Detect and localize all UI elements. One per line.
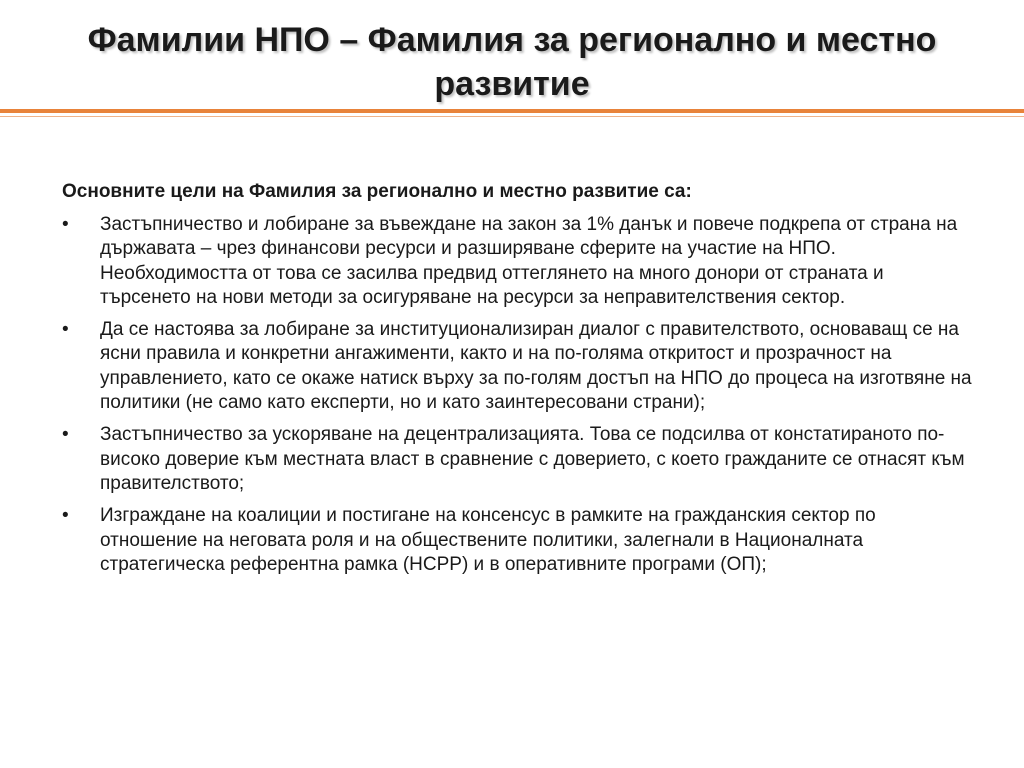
list-item-text: Да се настоява за лобиране за институционализиран диалог с правителството, основаващ се на ясни правила и конкретни ангажименти, както и на по-голяма откритост и прозрачност на управлението, като се окаже натиск върху за по-голям достъп на НПО до процеса на изготвяне на политики (не само като експерти, но и като заинтересовани страни); [100, 319, 972, 414]
goals-list [62, 213, 972, 577]
list-item-text: Изграждане на коалиции и постигане на консенсус в рамките на гражданския сектор по отношение на неговата роля и на обществените политики, залегнали в Националната стратегическа референтна рамка (НСРР) и в оперативните програми (ОП); [100, 505, 876, 575]
list-item [62, 504, 972, 577]
title-divider-thick [0, 109, 1024, 113]
title-divider-thin [0, 116, 1024, 117]
bullet-icon: • [62, 214, 69, 235]
list-item-text: Застъпничество и лобиране за въвеждане на закон за 1% данък и повече подкрепа от страна на държавата – чрез финансови ресурси и разширяване сферите на участие на НПО. Необходимостта от това се засилва предвид оттеглянето на много донори от страната и търсенето на нови методи за осигуряване на ресурси за неправителствения сектор. [100, 214, 958, 308]
slide-title: Фамилии НПО – Фамилия за регионално и местно развитие [87, 21, 937, 103]
slide-body [62, 180, 972, 585]
list-item [62, 423, 972, 496]
bullet-icon: • [62, 319, 69, 341]
bullet-icon: • [62, 424, 69, 446]
bullet-icon: • [62, 505, 69, 527]
list-item [62, 318, 972, 415]
list-item [62, 213, 972, 310]
body-heading: Основните цели на Фамилия за регионално и местно развитие са: [62, 181, 692, 202]
list-item-text: Застъпничество за ускоряване на децентрализацията. Това се подсилва от констатираното по-високо доверие към местната власт в сравнение с доверието, с което гражданите се отнасят към правителството; [100, 424, 965, 494]
